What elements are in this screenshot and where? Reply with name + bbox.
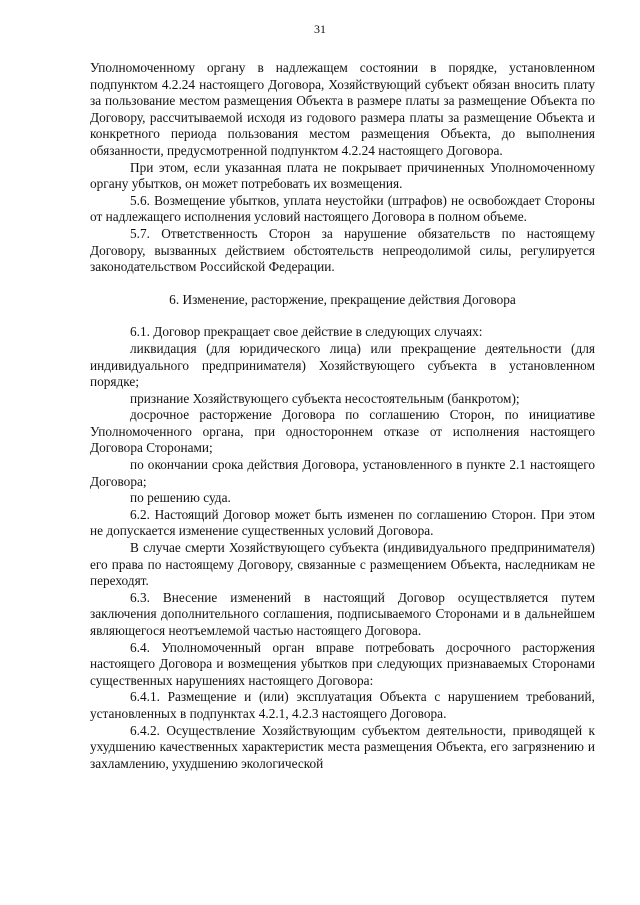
paragraph: по окончании срока действия Договора, установленного в пункте 2.1 настоящего Договора; <box>90 457 595 489</box>
paragraph: При этом, если указанная плата не покрывает причиненных Уполномоченному органу убытков, он может потребовать их возмещения. <box>90 159 595 192</box>
page-number: 31 <box>314 22 326 36</box>
paragraph: 5.7. Ответственность Сторон за нарушение обязательств по настоящему Договору, вызванных действием обстоятельств непреодолимой силы, регулируется законодательством Российской Федерации. <box>90 225 595 275</box>
paragraph: 6.2. Настоящий Договор может быть изменен по соглашению Сторон. При этом не допускается изменение существенных условий Договора. <box>90 506 595 539</box>
paragraph: Уполномоченному органу в надлежащем состоянии в порядке, установленном подпунктом 4.2.24 настоящего Договора, Хозяйствующий субъект обязан вносить плату за пользование местом размещения Объекта в размере платы за размещение Объекта по Договору, рассчитываемой исходя из годового размера платы за размещение Объекта и конкретного периода пользования местом размещения Объекта, до выполнения обязанности, предусмотренной подпунктом 4.2.24 настоящего Договора. <box>90 60 595 158</box>
paragraph: 5.6. Возмещение убытков, уплата неустойки (штрафов) не освобождает Стороны от надлежащего исполнения условий настоящего Договора в полном объеме. <box>90 192 595 225</box>
paragraph: досрочное расторжение Договора по соглашению Сторон, по инициативе Уполномоченного органа, при одностороннем отказе от исполнения настоящего Договора Сторонами; <box>90 407 595 456</box>
document-body <box>90 60 595 772</box>
paragraph: 6.1. Договор прекращает свое действие в следующих случаях: <box>130 324 483 340</box>
paragraph: признание Хозяйствующего субъекта несостоятельным (банкротом); <box>130 390 520 406</box>
paragraph: ликвидация (для юридического лица) или прекращение деятельности (для индивидуального предпринимателя) Хозяйствующего субъекта в установленном порядке; <box>90 340 595 390</box>
paragraph: 6.4.1. Размещение и (или) эксплуатация Объекта с нарушением требований, установленных в подпунктах 4.2.1, 4.2.3 настоящего Договора. <box>90 689 595 721</box>
paragraph: 6.4. Уполномоченный орган вправе потребовать досрочного расторжения настоящего Договора и возмещения убытков при следующих признаваемых Сторонами существенных нарушениях настоящего Договора: <box>90 639 595 688</box>
paragraph: по решению суда. <box>130 490 231 506</box>
paragraph: В случае смерти Хозяйствующего субъекта (индивидуального предпринимателя) его права по настоящему Договору, связанные с размещением Объекта, наследникам не переходят. <box>90 540 595 589</box>
paragraph: 6.3. Внесение изменений в настоящий Договор осуществляется путем заключения дополнительного соглашения, подписываемого Сторонами и в дальнейшем являющегося неотъемлемой частью настоящего Договора. <box>90 589 595 638</box>
paragraph: 6.4.2. Осуществление Хозяйствующим субъектом деятельности, приводящей к ухудшению качественных характеристик места размещения Объекта, его загрязнению и захламлению, ухудшению экологической <box>90 722 595 771</box>
section-heading: 6. Изменение, расторжение, прекращение действия Договора <box>169 291 516 307</box>
